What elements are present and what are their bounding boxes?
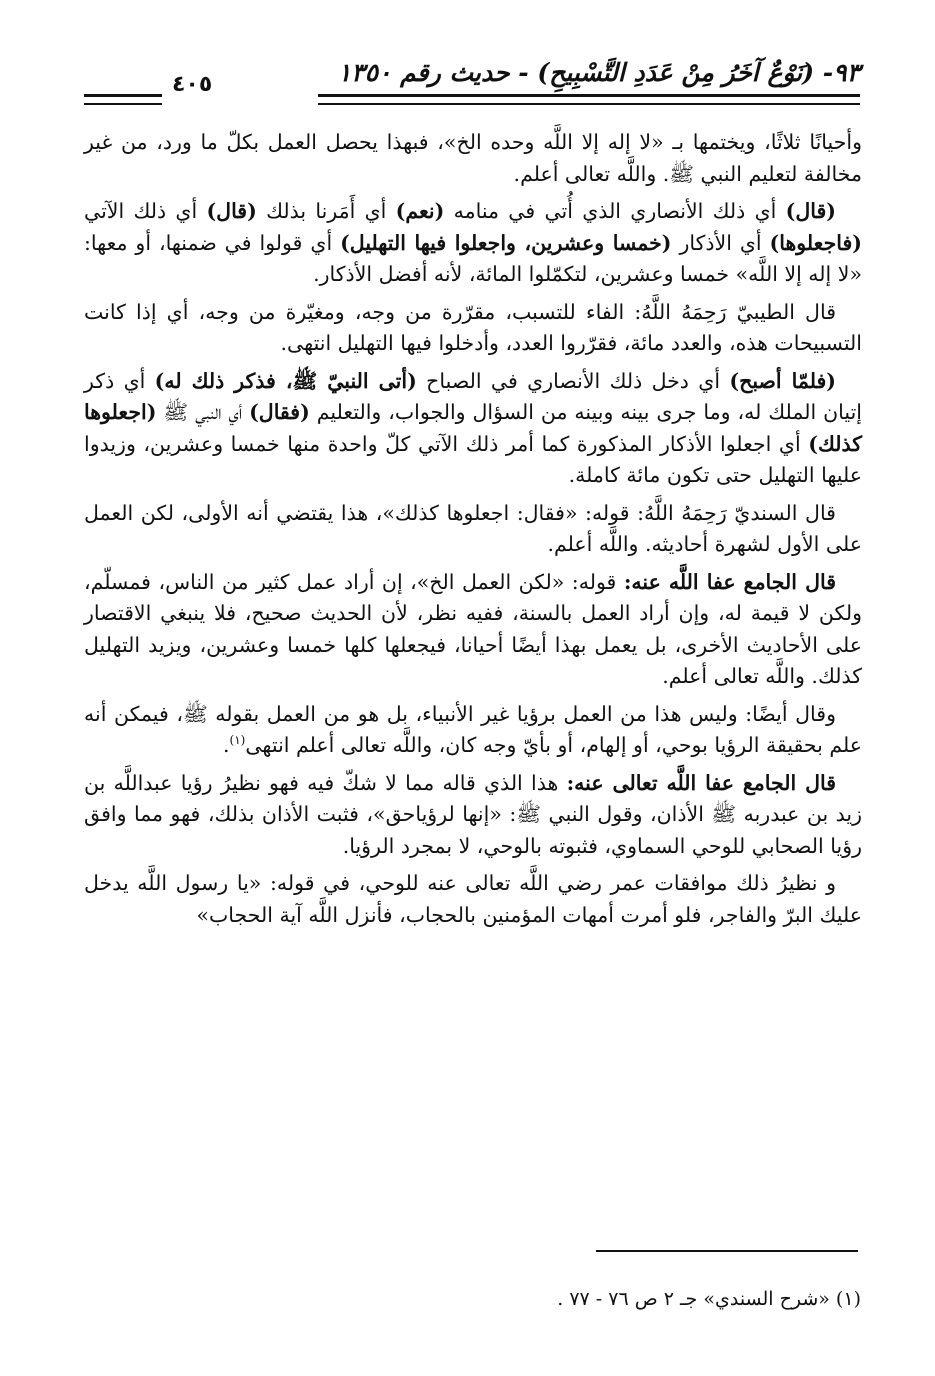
paragraph-text: قال الطيبيّ رَحِمَهُ اللَّهُ: الفاء للتسبب، مقرّرة من وجه، ومغيّرة من وجه، أي إذا كانت التسبيحات هذه، والعدد مائة، فقرّروا العدد، وأدخلوا فيها التهليل انتهى.: [84, 299, 862, 355]
quote-bold: (فلمّا أصبح): [729, 368, 836, 393]
paragraph-6: [84, 567, 862, 693]
quote-bold: (قال): [785, 199, 836, 223]
footnote-divider: [596, 1250, 858, 1252]
footnote: (١) «شرح السندي» جـ ٢ ص ٧٦ - ٧٧ .: [557, 1288, 861, 1310]
paragraph-3: [84, 297, 862, 360]
quote-bold: (فاجعلوها): [769, 230, 862, 255]
paragraph-7: [84, 699, 862, 762]
paragraph-text: هذا الذي قاله مما لا شكّ فيه فهو نظيرُ رؤيا عبداللَّه بن زيد بن عبدربه ﷺ الأذان، وقول النبي ﷺ: «إنها لرؤياحق»، فثبت الأذان بذلك، فهو مما وافق رؤيا الصحابي للوحي السماوي، فثبوته بالوحي، لا بمجرد الرؤيا.: [84, 770, 862, 858]
paragraph-text: وأحيانًا ثلاثًا، ويختمها بـ «لا إله إلا اللَّه وحده الخ»، فبهذا يحصل العمل بكلّ ما ورد، من غير مخالفة لتعليم النبي ﷺ. واللَّه تعالى أعلم.: [84, 130, 862, 186]
quote-bold: (أتى النبيّ ﷺ، فذكر ذلك له): [154, 368, 417, 393]
paragraph-text: أي اجعلوا الأذكار المذكورة كما أمر ذلك الآتي كلّ واحدة منها خمسا وعشرين، وزيدوا عليها التهليل حتى تكون مائة كاملة.: [84, 431, 862, 487]
quote-bold: (اجعلوها كذلك): [84, 400, 862, 456]
speaker-bold: قال الجامع عفا اللَّه عنه:: [623, 569, 837, 594]
paragraph-5: [84, 498, 862, 561]
paragraph-8: [84, 768, 862, 863]
paragraph-text: .: [222, 733, 230, 757]
footnote-marker: (١): [229, 733, 246, 748]
paragraph-text: أي الأذكار: [671, 230, 770, 255]
page-number: ٤٠٥: [172, 72, 213, 97]
paragraph-1: [84, 127, 862, 190]
paragraph-2: [84, 196, 862, 291]
paragraph-text: أي قولوا في ضمنها، أو معها: «لا إله إلا اللَّه» خمسا وعشرين، لتكمّلوا المائة، لأنه أفضل الأذكار.: [84, 230, 862, 286]
header-rule-short: [84, 94, 162, 105]
page-header: [84, 50, 860, 106]
paragraph-text: أي ذلك الآتي: [84, 199, 207, 223]
paragraph-text: قوله: «لكن العمل الخ»، إن أراد عمل كثير من الناس، فمسلّم، ولكن لا قيمة له، وإن أراد العمل بالسنة، ففيه نظر، لأن الحديث صحيح، فلا ينبغي الاقتصار على الأحاديث الأخرى، بل يعمل بهذا أيضًا أحيانا، فيجعلها كلها خمسا وعشرين، ويزيد التهليل كذلك. واللَّه تعالى أعلم.: [84, 569, 862, 688]
paragraph-4: [84, 366, 862, 492]
paragraph-text: أي ذكر إتيان الملك له، وما جرى بينه وبينه من السؤال والجواب، والتعليم: [84, 368, 862, 424]
paragraph-text: أي ذلك الأنصاري الذي أُتي في منامه: [444, 199, 786, 223]
paragraph-text: أي النبي ﷺ: [156, 400, 250, 424]
quote-bold: (قال): [206, 199, 257, 223]
header-rule: [318, 94, 860, 105]
quote-bold: (خمسا وعشرين، واجعلوا فيها التهليل): [340, 230, 672, 255]
main-text: [84, 127, 862, 937]
paragraph-text: قال السنديّ رَحِمَهُ اللَّهُ: قوله: «فقال: اجعلوها كذلك»، هذا يقتضي أنه الأولى، لكن العمل على الأول لشهرة أحاديثه. واللَّه أعلم.: [84, 500, 862, 556]
paragraph-text: و نظيرُ ذلك موافقات عمر رضي اللَّه تعالى عنه للوحي، في قوله: «يا رسول اللَّه يدخل عليك البرّ والفاجر، فلو أمرت أمهات المؤمنين بالحجاب، فأنزل اللَّه آية الحجاب»: [84, 871, 862, 927]
quote-bold: (نعم): [395, 199, 445, 223]
speaker-bold: قال الجامع عفا اللَّه تعالى عنه:: [566, 770, 837, 795]
paragraph-text: أي أَمَرنا بذلك: [256, 199, 396, 223]
paragraph-text: أي دخل ذلك الأنصاري في الصباح: [416, 368, 730, 393]
paragraph-text: وقال أيضًا: وليس هذا من العمل برؤيا غير الأنبياء، بل هو من العمل بقوله ﷺ، فيمكن أنه علم بحقيقة الرؤيا بوحي، أو إلهام، أو بأيّ وجه كان، واللَّه تعالى أعلم انتهى: [84, 701, 862, 757]
quote-bold: (فقال): [249, 400, 310, 424]
running-title: ٩٣- (نَوْعٌ آخَرُ مِنْ عَدَدِ التَّسْبِيحِ) - حديث رقم ١٣٥٠: [337, 58, 860, 87]
paragraph-9: [84, 868, 862, 931]
